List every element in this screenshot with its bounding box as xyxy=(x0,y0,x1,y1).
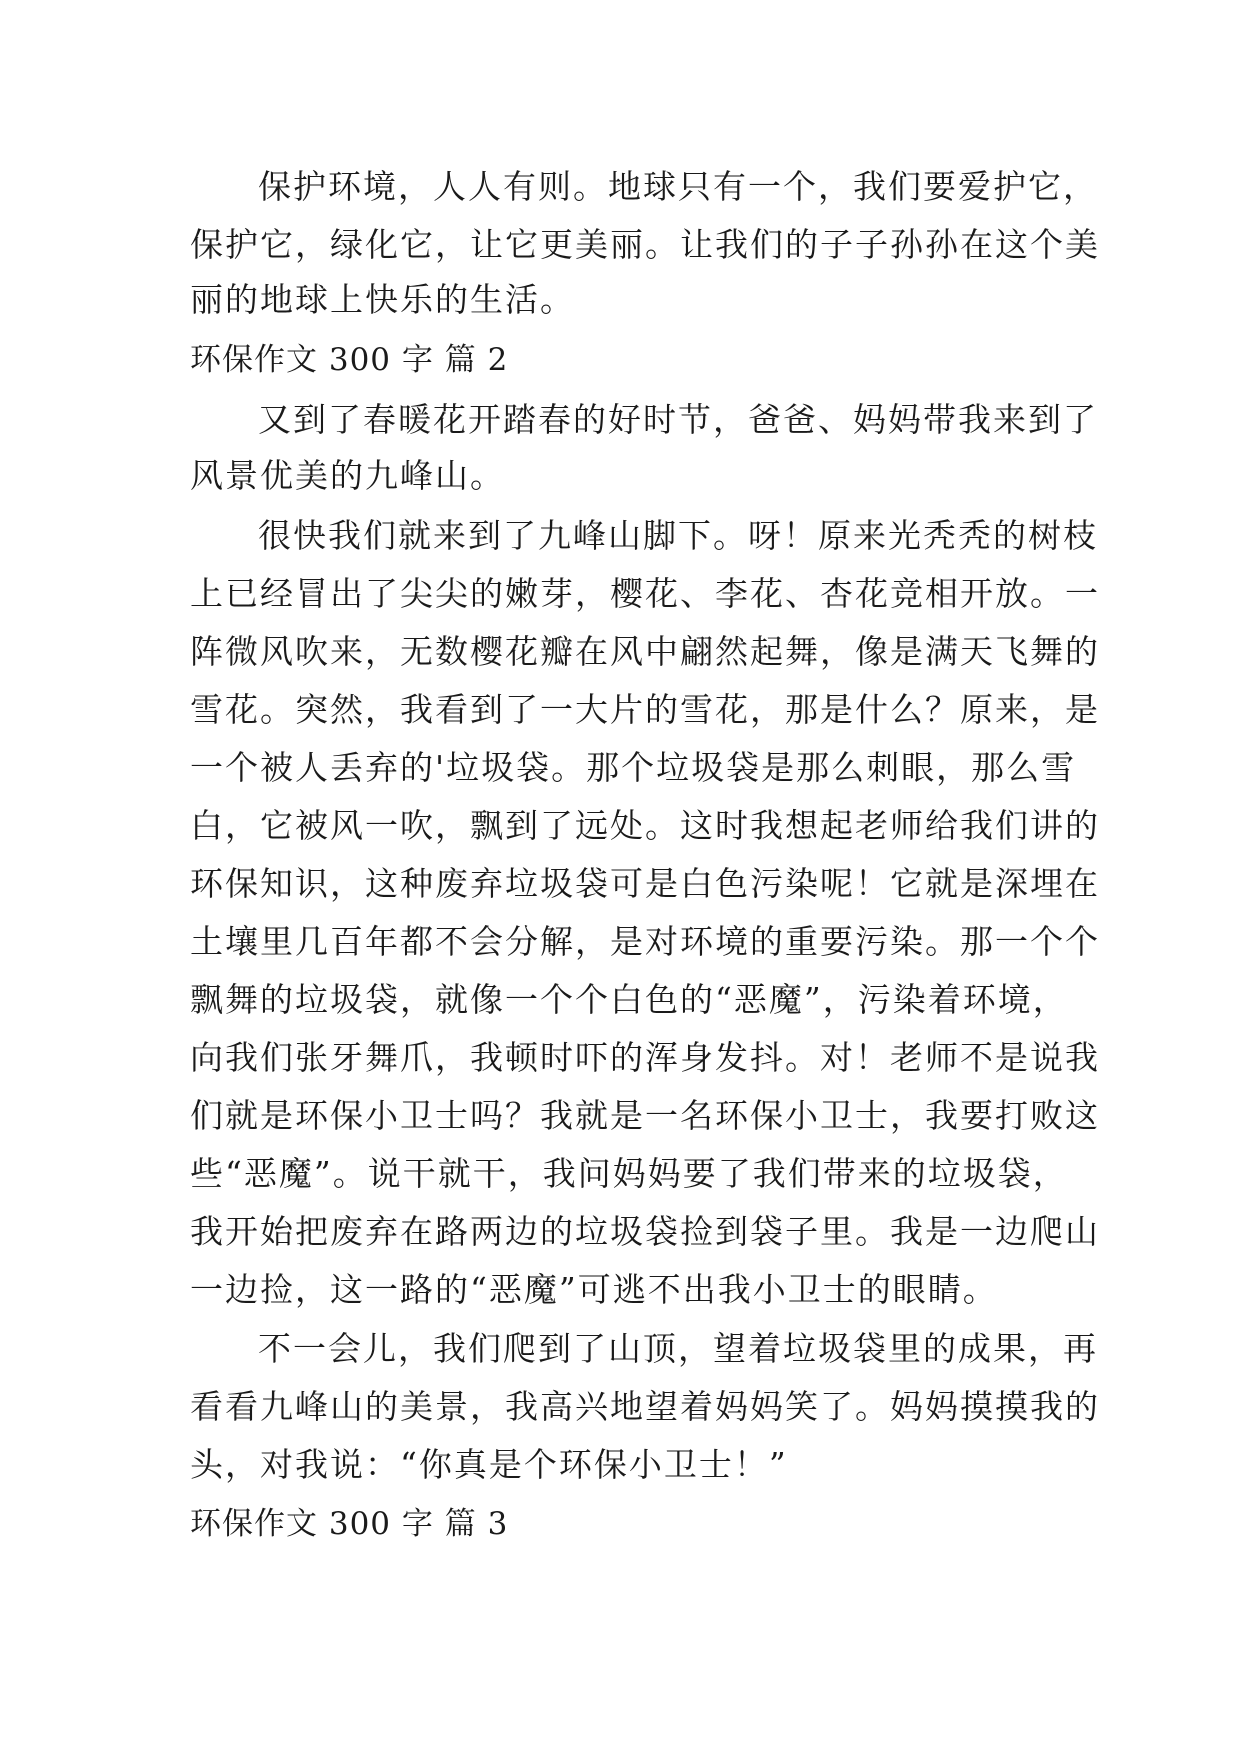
paragraph-line: 很快我们就来到了九峰山脚下。呀！原来光秃秃的树枝 xyxy=(258,516,1098,555)
paragraph-line: 看看九峰山的美景，我高兴地望着妈妈笑了。妈妈摸摸我的 xyxy=(190,1387,1100,1426)
paragraph-line: 丽的地球上快乐的生活。 xyxy=(190,280,575,319)
paragraph-line: 雪花。突然，我看到了一大片的雪花，那是什么？原来，是 xyxy=(190,690,1100,729)
paragraph-line: 一边捡，这一路的“恶魔”可逃不出我小卫士的眼睛。 xyxy=(190,1270,998,1309)
paragraph-line: 阵微风吹来，无数樱花瓣在风中翩然起舞，像是满天飞舞的 xyxy=(190,632,1100,671)
paragraph-line: 环保知识，这种废弃垃圾袋可是白色污染呢！它就是深埋在 xyxy=(190,864,1100,903)
paragraph-line: 向我们张牙舞爪，我顿时吓的浑身发抖。对！老师不是说我 xyxy=(190,1038,1100,1077)
paragraph-line: 一个被人丢弃的'垃圾袋。那个垃圾袋是那么刺眼，那么雪 xyxy=(190,748,1077,787)
paragraph-line: 头，对我说：“你真是个环保小卫士！” xyxy=(190,1445,788,1484)
paragraph-line: 些“恶魔”。说干就干，我问妈妈要了我们带来的垃圾袋， xyxy=(190,1154,1068,1193)
paragraph-line: 土壤里几百年都不会分解，是对环境的重要污染。那一个个 xyxy=(190,922,1100,961)
paragraph-line: 保护环境，人人有则。地球只有一个，我们要爱护它， xyxy=(258,167,1098,206)
paragraph-line: 又到了春暖花开踏春的好时节，爸爸、妈妈带我来到了 xyxy=(258,400,1098,439)
paragraph-line: 保护它，绿化它，让它更美丽。让我们的子子孙孙在这个美 xyxy=(190,225,1100,264)
paragraph-line: 上已经冒出了尖尖的嫩芽，樱花、李花、杏花竞相开放。一 xyxy=(190,574,1100,613)
paragraph-line: 不一会儿，我们爬到了山顶，望着垃圾袋里的成果，再 xyxy=(258,1329,1098,1368)
section-heading: 环保作文 300 字 篇 2 xyxy=(190,342,509,378)
paragraph-line: 飘舞的垃圾袋，就像一个个白色的“恶魔”，污染着环境， xyxy=(190,980,1068,1019)
section-heading: 环保作文 300 字 篇 3 xyxy=(190,1506,509,1542)
paragraph-line: 我开始把废弃在路两边的垃圾袋捡到袋子里。我是一边爬山 xyxy=(190,1212,1100,1251)
paragraph-line: 们就是环保小卫士吗？我就是一名环保小卫士，我要打败这 xyxy=(190,1096,1100,1135)
paragraph-line: 白，它被风一吹，飘到了远处。这时我想起老师给我们讲的 xyxy=(190,806,1100,845)
paragraph-line: 风景优美的九峰山。 xyxy=(190,456,505,495)
